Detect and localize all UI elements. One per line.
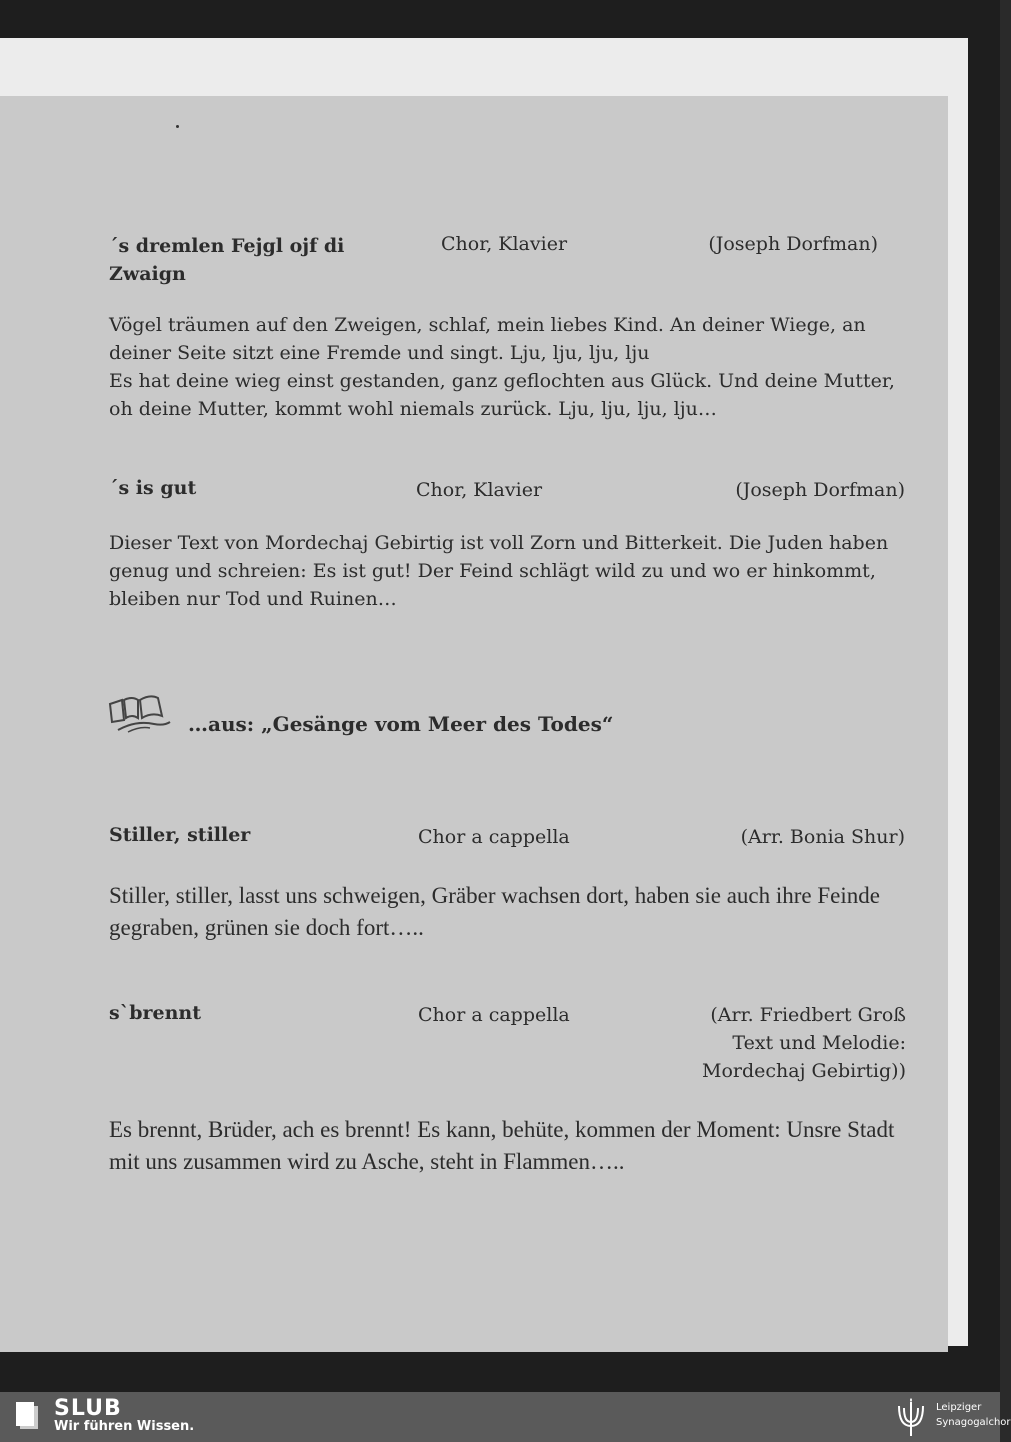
credit-line: Text und Melodie: — [732, 1032, 906, 1054]
library-motto: Wir führen Wissen. — [54, 1419, 195, 1434]
slub-book-icon — [14, 1400, 40, 1430]
song-title: ´s is gut — [109, 477, 197, 499]
song-instrumentation: Chor a cappella — [418, 1004, 570, 1026]
song-title: ´s dremlen Fejgl ojf di Zwaign — [109, 235, 345, 285]
footer-bar — [0, 1392, 1011, 1442]
song-instrumentation: Chor, Klavier — [416, 479, 543, 501]
speck-mark — [176, 125, 179, 128]
choir-name-line: Synagogalchor — [936, 1417, 1011, 1428]
song-credit: (Joseph Dorfman) — [708, 233, 878, 255]
section-heading: …aus: „Gesänge vom Meer des Todes“ — [188, 712, 614, 736]
song-title: Stiller, stiller — [109, 824, 251, 846]
song-description: Dieser Text von Mordechaj Gebirtig ist voll Zorn und Bitterkeit. Die Juden haben genug und schreien: Es ist gut! Der Feind schlägt wild zu und wo er hinkommt, bleiben nur Tod und Ruinen… — [109, 532, 889, 610]
credit-line: (Arr. Friedbert Groß — [710, 1004, 906, 1026]
song-instrumentation: Chor a cappella — [418, 826, 570, 848]
song-title: s`brennt — [109, 1002, 201, 1024]
song-description: Es hat deine wieg einst gestanden, ganz geflochten aus Glück. Und deine Mutter, oh deine Mutter, kommt wohl niemals zurück. Lju, lju, lju, lju… — [109, 370, 895, 420]
choir-name — [936, 1400, 1011, 1430]
song-credit: (Joseph Dorfman) — [735, 479, 905, 501]
open-book-icon — [106, 690, 172, 734]
song-description: Vögel träumen auf den Zweigen, schlaf, mein liebes Kind. An deiner Wiege, an deiner Seite sitzt eine Fremde und singt. Lju, lju, lju, lju — [109, 314, 866, 364]
song-credit: (Arr. Bonia Shur) — [740, 826, 905, 848]
song-instrumentation: Chor, Klavier — [441, 233, 568, 255]
library-name: SLUB — [54, 1396, 122, 1421]
song-description: Es brennt, Brüder, ach es brennt! Es kann, behüte, kommen der Moment: Unsre Stadt mit uns zusammen wird zu Asche, steht in Flammen….. — [109, 1117, 895, 1174]
credit-line: Mordechaj Gebirtig)) — [702, 1060, 906, 1082]
song-credit — [640, 1001, 906, 1085]
menorah-icon — [894, 1396, 928, 1438]
choir-name-line: Leipziger — [936, 1402, 982, 1413]
song-description: Stiller, stiller, lasst uns schweigen, Gräber wachsen dort, haben sie auch ihre Feinde gegraben, grünen sie doch fort….. — [109, 883, 880, 940]
